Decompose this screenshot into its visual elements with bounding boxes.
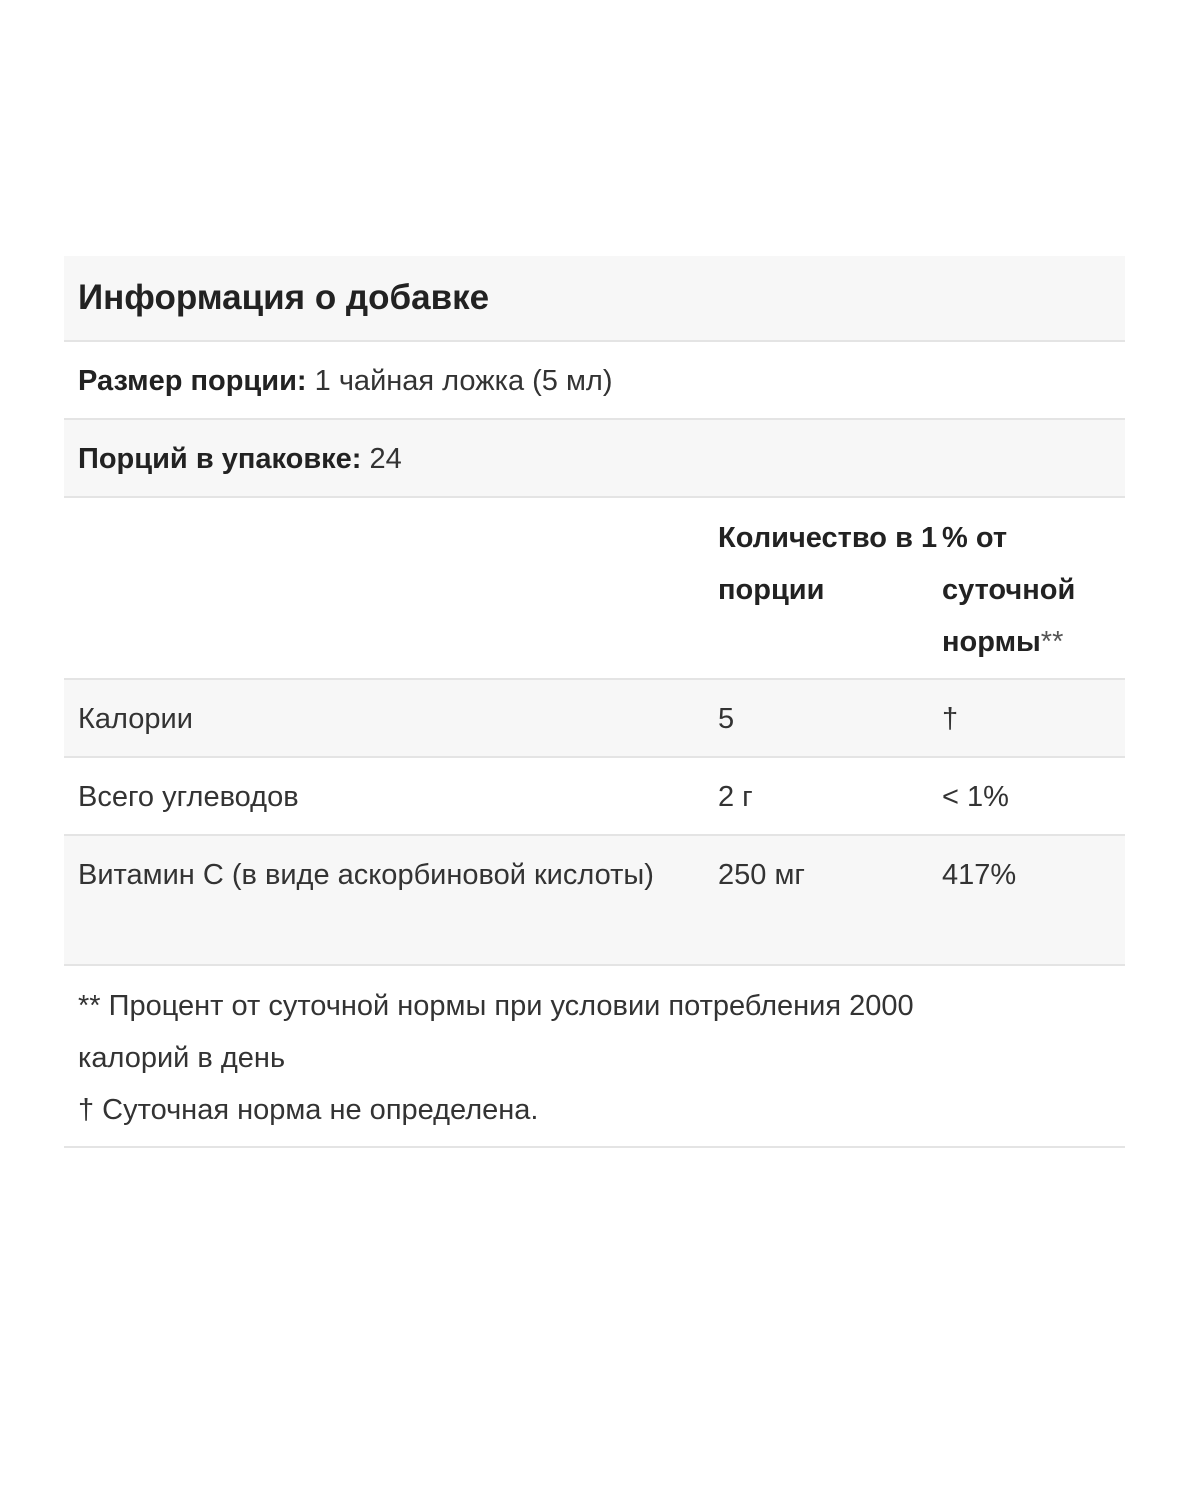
table-row [64, 758, 1125, 836]
servings-per-container-value: 24 [369, 443, 402, 475]
dagger-footnote: † Суточная норма не определена. [78, 1094, 539, 1126]
nutrient-amount: 250 мг [718, 859, 805, 891]
header-daily-value-label: % от суточной нормы [942, 522, 1076, 658]
nutrient-name: Всего углеводов [78, 781, 299, 813]
table-row [64, 836, 1125, 966]
nutrient-daily-value: 417% [942, 859, 1017, 891]
nutrient-daily-value: † [942, 703, 959, 735]
nutrient-name: Калории [78, 703, 193, 735]
header-amount: Количество в 1 порции [718, 522, 938, 606]
table-header-row [64, 498, 1125, 680]
nutrient-amount: 2 г [718, 781, 753, 813]
serving-size-label: Размер порции: [78, 365, 307, 397]
nutrient-amount: 5 [718, 703, 735, 735]
table-row [64, 680, 1125, 758]
nutrient-daily-value: < 1% [942, 781, 1009, 813]
panel-title: Информация о добавке [64, 256, 1125, 342]
footnotes [64, 966, 1125, 1148]
servings-per-container-row [64, 420, 1125, 498]
header-nutrient-cell [64, 512, 718, 678]
header-daily-value [942, 512, 1125, 678]
servings-per-container-label: Порций в упаковке: [78, 443, 362, 475]
supplement-facts-panel [64, 256, 1125, 1148]
nutrient-name: Витамин C (в виде аскорбиновой кислоты) [78, 859, 654, 891]
serving-size-row [64, 342, 1125, 420]
header-daily-value-marker: ** [1040, 626, 1064, 658]
daily-value-footnote: ** Процент от суточной нормы при условии потребления 2000 калорий в день [78, 990, 914, 1074]
serving-size-value: 1 чайная ложка (5 мл) [314, 365, 613, 397]
